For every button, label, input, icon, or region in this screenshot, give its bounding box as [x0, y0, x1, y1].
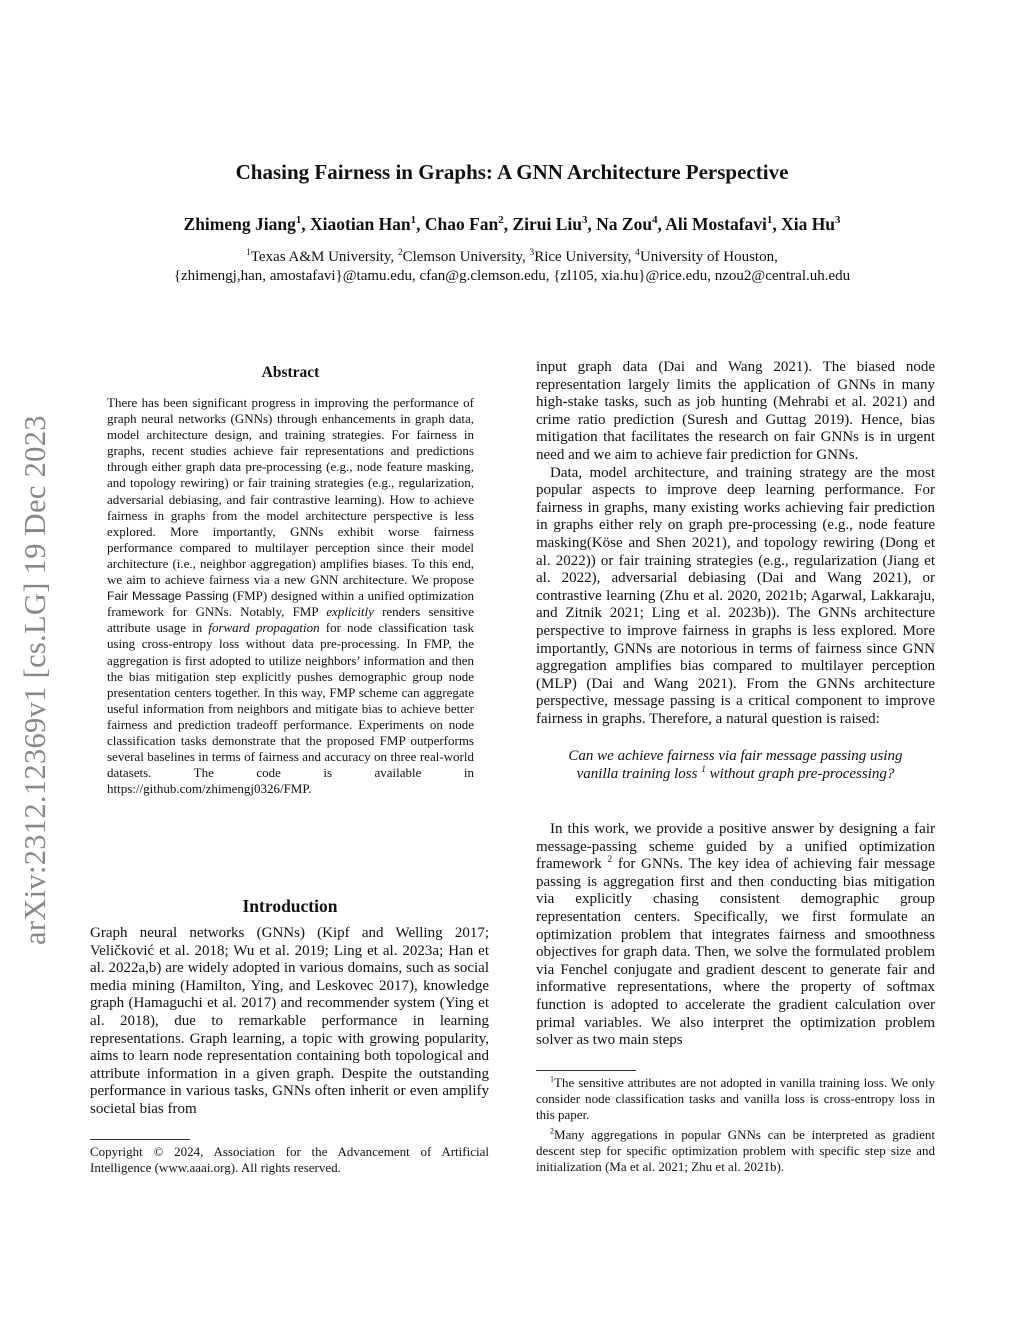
paragraph: Data, model architecture, and training strategy are the most popular aspects to improve deep learning performance. For fairness in graphs, many existing works achieving fair prediction in graphs either rely on graph pre-processing (e.g., node feature masking(Köse and Shen 2021), and topology rewiring (Dong et al. 2022)) or fair training strategies (e.g., regularization (Jiang et al. 2022), adversarial debiasing (Dai and Wang 2021), or contrastive learning (Zhu et al. 2020, 2021b; Agarwal, Lakkaraju, and Zitnik 2021; Ling et al. 2023b)). The GNNs architecture perspective to improve fairness in graphs is less explored. More importantly, GNNs are notorious in terms of fairness since GNN aggregation amplifies bias compared to multilayer perception (MLP) (Dai and Wang 2021). From the GNNs architecture perspective, message passing is a critical component to improve fairness in graphs. Therefore, a natural question is raised: — [536, 464, 935, 727]
paper-title: Chasing Fairness in Graphs: A GNN Architecture Perspective — [235, 160, 789, 184]
fmp-method-name: Fair Message Passing — [107, 589, 229, 604]
footnote-ref: 2 — [607, 855, 613, 866]
research-question: Can we achieve fairness via fair message passing using vanilla training loss $^1$ without graph pre-processing? — [568, 748, 903, 782]
footnote-rule — [536, 1070, 636, 1071]
copyright-notice: Copyright © 2024, Association for the Advancement of Artificial Intelligence (www.aaai.org). All rights reserved. — [90, 1144, 489, 1176]
introduction-right-paragraph: In this work, we provide a positive answer by designing a fair message-passing scheme guided by a unified optimization framework $^2$ for GNNs. The key idea of achieving fair message passing is aggregation first and then conducting bias mitigation via explicitly chasing consistent demographic group representation centers. Specifically, we first formulate an optimization problem that integrates fairness and smoothness objectives for graph data. Then, we solve the formulated problem via Fenchel conjugate and gradient descent to generate fair and informative representations, where the property of softmax function is adopted to accelerate the gradient calculation over primal variables. We also interpret the optimization problem solver as two main steps — [536, 821, 935, 1049]
author: Chao Fan$^2$, — [424, 214, 513, 234]
author: Xia Hu$^3$ — [781, 214, 841, 234]
introduction-right-text — [536, 359, 935, 728]
footnote-ref: 1 — [701, 764, 706, 775]
author: Xiaotian Han$^1$, — [310, 214, 425, 234]
author: Na Zou$^4$, — [596, 214, 666, 234]
affiliations: $^1$Texas A&M University, $^2$Clemson University, $^3$Rice University, $^4$University of Houston, — [246, 248, 778, 265]
author: Zhimeng Jiang$^1$, — [183, 214, 311, 234]
footnote-1: $^1$The sensitive attributes are not adopted in vanilla training loss. We only consider node classification tasks and vanilla loss is cross-entropy loss in this paper. — [536, 1074, 935, 1123]
author-list — [0, 214, 1024, 235]
author: Zirui Liu$^3$, — [512, 214, 597, 234]
introduction-left-paragraph: Graph neural networks (GNNs) (Kipf and Welling 2017; Veličković et al. 2018; Wu et al. 2019; Ling et al. 2023a; Han et al. 2022a,b) are widely adopted in various domains, such as social media mining (Hamilton, Ying, and Leskovec 2017), knowledge graph (Hamaguchi et al. 2017) and recommender system (Ying et al. 2018), due to remarkable performance in learning representations. Graph learning, a topic with growing popularity, aims to learn node representation containing both topological and attribute information in a given graph. Despite the outstanding performance in various tasks, GNNs often inherit or even amplify societal bias from — [90, 925, 489, 1117]
arxiv-stamp: arXiv:2312.12369v1 [cs.LG] 19 Dec 2023 — [18, 415, 52, 945]
introduction-heading: Introduction — [242, 896, 338, 916]
abstract-heading: Abstract — [261, 364, 320, 381]
paragraph: input graph data (Dai and Wang 2021). The biased node representation largely limits the application of GNNs in many high-stake tasks, such as job hunting (Mehrabi et al. 2021) and crime ratio prediction (Suresh and Guttag 2019). Hence, bias mitigation that facilitates the research on fair GNNs is in urgent need and we aim to achieve fair prediction for GNNs. — [536, 359, 935, 463]
footnote-rule — [90, 1139, 190, 1140]
abstract-body: There has been significant progress in improving the performance of graph neural networks (GNNs) through enhancements in graph data, model architecture design, and training strategies. For fairness in graphs, recent studies achieve fair representations and predictions through either graph data pre-processing (e.g., node feature masking, and topology rewiring) or fair training strategies (e.g., regularization, adversarial debiasing, and fair contrastive learning). How to achieve fairness in graphs from the model architecture perspective is less explored. More importantly, GNNs exhibit worse fairness performance compared to multilayer perception since their model architecture (i.e., neighbor aggregation) amplifies biases. To this end, we aim to achieve fairness via a new GNN architecture. We propose Fair Message Passing (FMP) designed within a unified optimization framework for GNNs. Notably, FMP explicitly renders sensitive attribute usage in forward propagation for node classification task using cross-entropy loss without data pre-processing. In FMP, the aggregation is first adopted to utilize neighbors’ information and then the bias mitigation step explicitly pushes demographic group node presentation centers together. In this way, FMP scheme can aggregate useful information from neighbors and mitigate bias to achieve better fairness and prediction tradeoff performance. Experiments on node classification tasks demonstrate that the proposed FMP outperforms several baselines in terms of fairness and accuracy on three real-world datasets. The code is available in https://github.com/zhimengj0326/FMP. — [107, 395, 475, 797]
author: Ali Mostafavi$^1$, — [665, 214, 782, 234]
footnote-2: $^2$Many aggregations in popular GNNs can be interpreted as gradient descent step for specific optimization problem with specific step size and initialization (Ma et al. 2021; Zhu et al. 2021b). — [536, 1126, 935, 1175]
author-emails: {zhimengj,han, amostafavi}@tamu.edu, cfan@g.clemson.edu, {zl105, xia.hu}@rice.edu, nzou2@central.uh.edu — [173, 268, 851, 284]
